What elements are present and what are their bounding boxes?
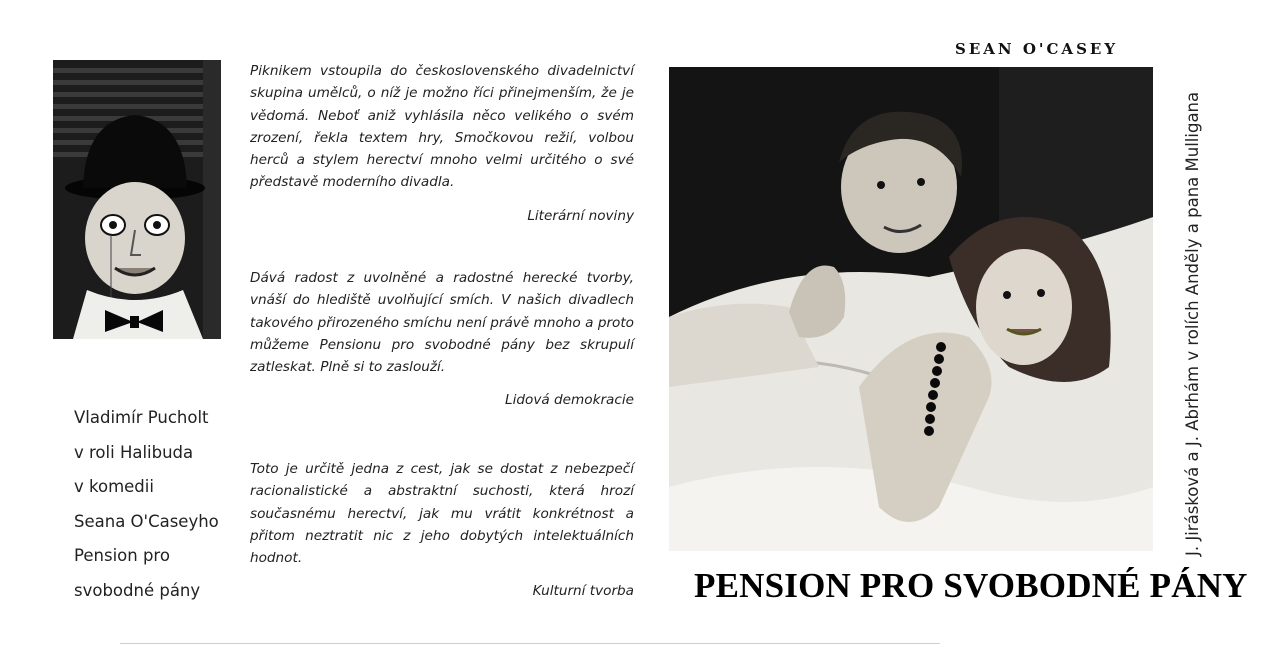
caption-line: svobodné pány: [74, 580, 201, 600]
caption-line: v komedii: [74, 477, 154, 496]
photo-caption-pucholt: [74, 401, 219, 608]
caption-line: Pension pro: [74, 546, 170, 565]
author-name: SEAN O'CASEY: [955, 40, 1119, 58]
review-source: Literární noviny: [527, 207, 634, 224]
photo-pucholt-as-halibuda: [53, 60, 221, 339]
review-text: Toto je určitě jedna z cest, jak se dostat z nebezpečí racionalistické a abstraktní suchosti, která hrozí současnému herectví, jak mu vrátit konkrétnost a přitom neztratit nic z jeho dobytých intelektuálních hodnot.: [250, 461, 634, 567]
play-title: PENSION PRO SVOBODNÉ PÁNY: [694, 566, 1248, 605]
review-kulturni-tvorba: [250, 458, 634, 603]
caption-line: Seana O'Caseyho: [74, 511, 219, 531]
review-text: Dává radost z uvolněné a radostné herecké tvorby, vnáší do hlediště uvolňující smích. V našich divadlech takového přirozeného smíchu není právě mnoho a proto můžeme Pensionu pro svobodné pány bez skrupulí zatleskat. Plně si to zaslouží.: [250, 270, 634, 376]
review-literarni-noviny: [250, 60, 634, 227]
review-lidova-demokracie: [250, 267, 634, 412]
photo-jiraskova-abrham: [669, 67, 1153, 551]
review-source: Kulturní tvorba: [532, 583, 634, 600]
photo-caption-couple: J. Jirásková a J. Abrhám v rolích Anděly a pana Mulligana: [1183, 91, 1202, 556]
caption-line: v roli Halibuda: [74, 442, 194, 462]
review-source: Lidová demokracie: [505, 392, 634, 409]
bottom-rule: [120, 643, 940, 644]
caption-line: Vladimír Pucholt: [74, 408, 209, 427]
review-text: Piknikem vstoupila do československého divadelnictví skupina umělců, o níž je možno říci přinejmenším, že je vědomá. Neboť aniž vyhlásila něco velikého o svém zrození, řekla textem hry, Smočkovou režií, volbou herců a stylem herectví mnoho velmi určitého o své představě moderního divadla.: [250, 63, 634, 191]
